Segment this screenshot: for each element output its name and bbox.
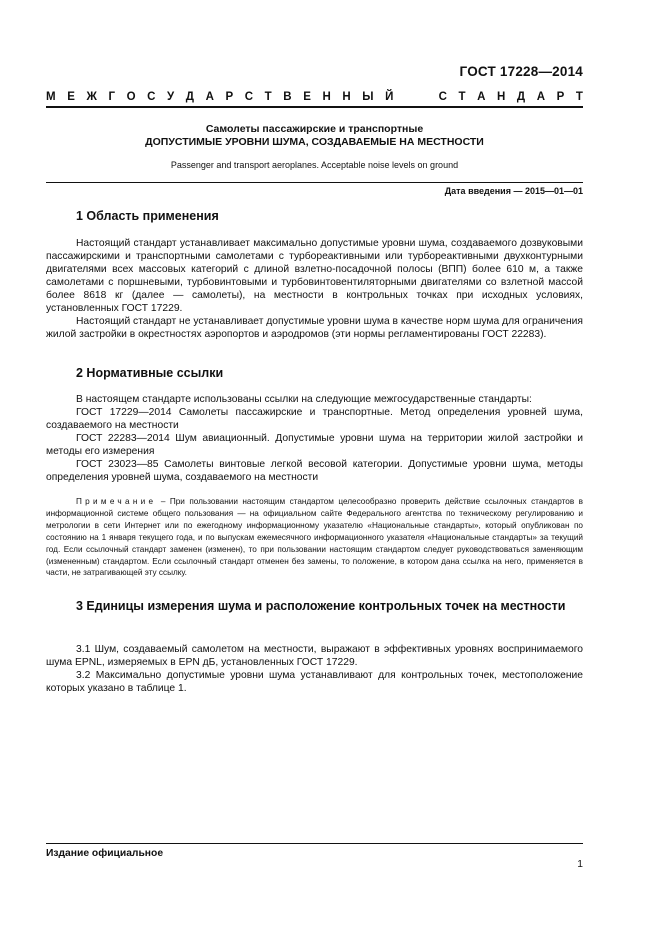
banner-letter: Е xyxy=(303,91,311,103)
banner-letter: Н xyxy=(497,91,506,103)
banner-letter: А xyxy=(477,91,486,103)
banner-word-gap xyxy=(405,91,427,103)
section2-body xyxy=(46,393,583,484)
banner-letter: А xyxy=(205,91,214,103)
document-title-line2: ДОПУСТИМЫЕ УРОВНИ ШУМА, СОЗДАВАЕМЫЕ НА МЕСТНОСТИ xyxy=(145,136,484,148)
document-title-line1: Самолеты пассажирские и транспортные xyxy=(205,123,424,135)
banner-letter: Д xyxy=(185,91,194,103)
header-rule xyxy=(46,106,583,108)
banner-letter: Р xyxy=(556,91,565,103)
section2-intro: В настоящем стандарте использованы ссылки на следующие межгосударственные стандарты: xyxy=(76,394,532,405)
banner-letter: С xyxy=(147,91,156,103)
official-edition-label: Издание официальное xyxy=(46,848,164,859)
banner-letter: Ы xyxy=(362,91,374,103)
section2-heading: 2 Нормативные ссылки xyxy=(76,366,224,380)
note-text: – При пользовании настоящим стандартом целесообразно проверить действие ссылочных стандартов в информационной системе общего пользования — на официальном сайте Федерального агентства по техническому регулированию и метрологии в сети Интернет или по ежегодному информационному указателю «Национальные стандарты», который опубликован по состоянию на 1 января текущего года, и по выпускам ежемесячного информационного указателя «Национальные стандарты» за текущий год. Если ссылочный стандарт заменен (изменен), то при пользовании настоящим стандартом следует руководствоваться заменяющим (измененным) стандартом. Если ссылочный стандарт отменен без замены, то положение, в котором дана ссылка на него, применяется в части, не затрагивающей эту ссылку. xyxy=(46,497,583,578)
footer-rule xyxy=(46,843,583,844)
banner-letter: Й xyxy=(385,91,394,103)
reference-gost-23023: ГОСТ 23023—85 Самолеты винтовые легкой весовой категории. Допустимые уровни шума, методы определения уровней шума, создаваемого на местности xyxy=(46,459,583,483)
document-title-english: Passenger and transport aeroplanes. Acceptable noise levels on ground xyxy=(170,160,459,170)
banner-letter: Е xyxy=(67,91,75,103)
banner-letter: М xyxy=(46,91,56,103)
section1-paragraph2: Настоящий стандарт не устанавливает допустимые уровни шума в качестве норм шума для ограничения жилой застройки в окрестностях аэропортов и аэродромов (эти нормы регламентированы ГОСТ 22283). xyxy=(46,316,583,340)
banner-letter: Н xyxy=(342,91,351,103)
section1-paragraph1: Настоящий стандарт устанавливает максимально допустимые уровни шума, создаваемого дозвуковыми пассажирскими и транспортными самолетами с турбореактивными или турбореактивными двухконтурными двигателями всех массовых категорий с длиной взлетно-посадочной полосы (ВПП) более 610 м, а также самолетами с поршневыми, турбовинтовыми и турбовинтовентиляторными двигателями со взлетной массой более 8618 кг (далее — самолеты), на местности в контрольных точках при исходных условиях, установленных ГОСТ 17229. xyxy=(46,238,583,314)
introduction-date: Дата введения — 2015—01—01 xyxy=(444,186,583,196)
section3-body xyxy=(46,643,583,695)
banner-letter: С xyxy=(438,91,447,103)
banner-letter: А xyxy=(536,91,546,103)
reference-gost-17229: ГОСТ 17229—2014 Самолеты пассажирские и транспортные. Метод определения уровней шума, создаваемого на местности xyxy=(46,407,583,431)
banner-letter: С xyxy=(244,91,254,103)
banner-letter: Г xyxy=(108,91,115,103)
section3-paragraph2: 3.2 Максимально допустимые уровни шума устанавливают для контрольных точек, местоположение которых указано в таблице 1. xyxy=(46,670,583,694)
page-number: 1 xyxy=(577,859,583,870)
section2-note xyxy=(46,496,583,579)
banner-letter: Т xyxy=(458,91,466,103)
note-label: Примечание xyxy=(76,497,157,506)
section1-body xyxy=(46,237,583,341)
banner-letter: Т xyxy=(575,91,583,103)
document-code: ГОСТ 17228—2014 xyxy=(459,64,583,79)
banner-letter: Н xyxy=(322,91,331,103)
banner-letter: В xyxy=(283,91,292,103)
reference-gost-22283: ГОСТ 22283—2014 Шум авиационный. Допустимые уровни шума на территории жилой застройки и методы его измерения xyxy=(46,433,583,457)
banner-letter: Т xyxy=(264,91,272,103)
banner-letter: Д xyxy=(516,91,526,103)
title-rule xyxy=(46,182,583,183)
banner-letter: У xyxy=(167,91,175,103)
section1-heading: 1 Область применения xyxy=(76,209,219,223)
section3-heading: 3 Единицы измерения шума и расположение контрольных точек на местности xyxy=(76,599,566,613)
banner-letter: Р xyxy=(225,91,234,103)
banner-letter: Ж xyxy=(86,91,97,103)
interstate-standard-banner xyxy=(46,91,583,103)
section3-paragraph1: 3.1 Шум, создаваемый самолетом на местности, выражают в эффективных уровнях воспринимаемого шума EPNL, измеряемых в EPN дБ, установленных ГОСТ 17229. xyxy=(46,644,583,668)
banner-letter: О xyxy=(126,91,136,103)
